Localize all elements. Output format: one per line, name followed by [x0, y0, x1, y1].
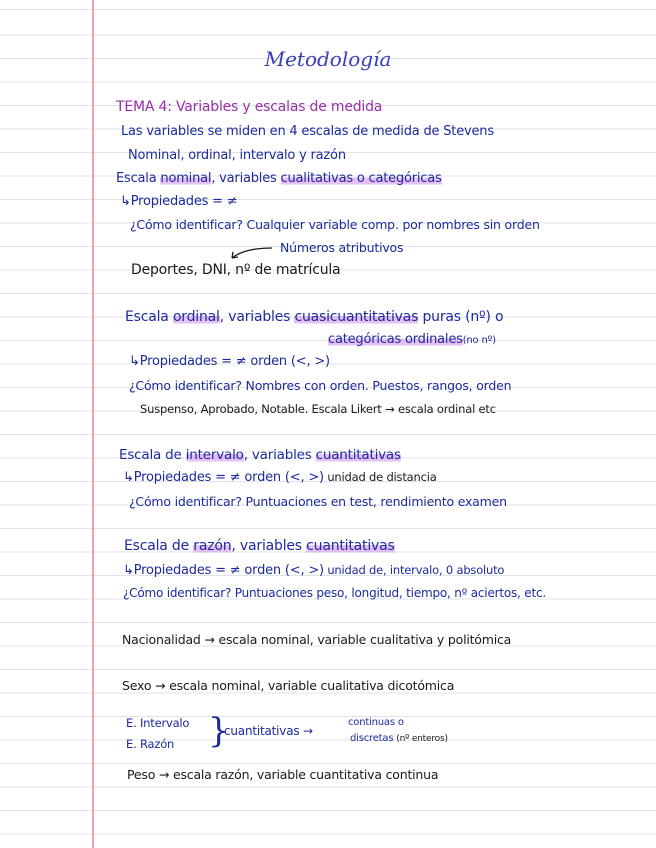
intervalo-props-main: ↳Propiedades = ≠ orden (<, >): [123, 470, 324, 485]
intervalo-how-identify: ¿Cómo identificar? Puntuaciones en test, rendimiento examen: [129, 494, 507, 509]
example-sexo: Sexo → escala nominal, variable cualitativa dicotómica: [122, 678, 455, 693]
nominal-prefix: Escala: [116, 171, 161, 186]
intervalo-properties: [123, 470, 437, 485]
intro-line-1: Las variables se miden en 4 escalas de medida de Stevens: [121, 124, 494, 139]
razon-prefix: Escala de: [124, 538, 194, 554]
ordinal-heading: [125, 309, 503, 325]
ordinal-prefix: Escala: [125, 309, 173, 325]
ordinal-tail: puras (nº) o: [418, 309, 504, 325]
intervalo-prefix: Escala de: [119, 447, 186, 463]
enteros-note: (nº enteros): [396, 734, 448, 744]
ordinal-how-identify: ¿Cómo identificar? Nombres con orden. Puestos, rangos, orden: [129, 378, 512, 393]
razon-type-words: cuantitativas: [306, 538, 395, 554]
intro-line-2: Nominal, ordinal, intervalo y razón: [128, 148, 346, 163]
razon-props-main: ↳Propiedades = ≠ orden (<, >): [123, 563, 324, 578]
margin-line: [92, 0, 94, 848]
intervalo-mid: , variables: [243, 447, 316, 463]
curved-arrow-icon: [228, 245, 274, 261]
razon-properties: [123, 563, 504, 578]
nominal-scale-word: nominal: [160, 171, 212, 186]
topic-heading: TEMA 4: Variables y escalas de medida: [116, 99, 383, 115]
razon-scale-word: razón: [193, 538, 232, 554]
nominal-properties: ↳Propiedades = ≠: [120, 194, 238, 209]
razon-mid: , variables: [231, 538, 307, 554]
ordinal-example: Suspenso, Aprobado, Notable. Escala Likert → escala ordinal etc: [140, 402, 496, 416]
ordinal-categoricas: categóricas ordinales: [328, 332, 463, 347]
example-peso: Peso → escala razón, variable cuantitativa continua: [127, 767, 439, 782]
nominal-mid: , variables: [211, 171, 281, 186]
razon-heading: [124, 538, 395, 554]
page-title: Metodología: [264, 47, 392, 71]
ordinal-line-2: [328, 332, 496, 347]
discretas-word: discretas: [350, 733, 394, 744]
ordinal-type-words: cuasicuantitativas: [294, 309, 419, 325]
label-e-razon: E. Razón: [126, 737, 175, 751]
razon-how-identify: ¿Cómo identificar? Puntuaciones peso, longitud, tiempo, nº aciertos, etc.: [123, 586, 546, 600]
nominal-how-identify: ¿Cómo identificar? Cualquier variable comp. por nombres sin orden: [130, 217, 540, 232]
intervalo-props-extra: unidad de distancia: [323, 470, 437, 484]
label-discretas: [350, 733, 448, 744]
intervalo-heading: [119, 447, 401, 463]
label-continuas: continuas o: [348, 717, 404, 728]
nominal-note: Números atributivos: [280, 240, 404, 255]
curly-brace: }: [208, 711, 230, 751]
nominal-type-words: cualitativas o categóricas: [280, 171, 442, 186]
label-e-intervalo: E. Intervalo: [126, 716, 190, 730]
ordinal-mid: , variables: [219, 309, 295, 325]
label-cuantitativas: cuantitativas →: [224, 724, 313, 738]
razon-props-extra: unidad de, intervalo, 0 absoluto: [323, 563, 505, 577]
intervalo-scale-word: intervalo: [185, 447, 244, 463]
intervalo-type-words: cuantitativas: [315, 447, 401, 463]
nominal-heading: [116, 171, 442, 186]
ordinal-properties: ↳Propiedades = ≠ orden (<, >): [129, 354, 330, 369]
ordinal-scale-word: ordinal: [172, 309, 220, 325]
ordinal-no-number: (no nº): [462, 335, 496, 346]
example-nacionalidad: Nacionalidad → escala nominal, variable cualitativa y politómica: [122, 632, 512, 647]
nominal-example: Deportes, DNI, nº de matrícula: [131, 262, 341, 278]
